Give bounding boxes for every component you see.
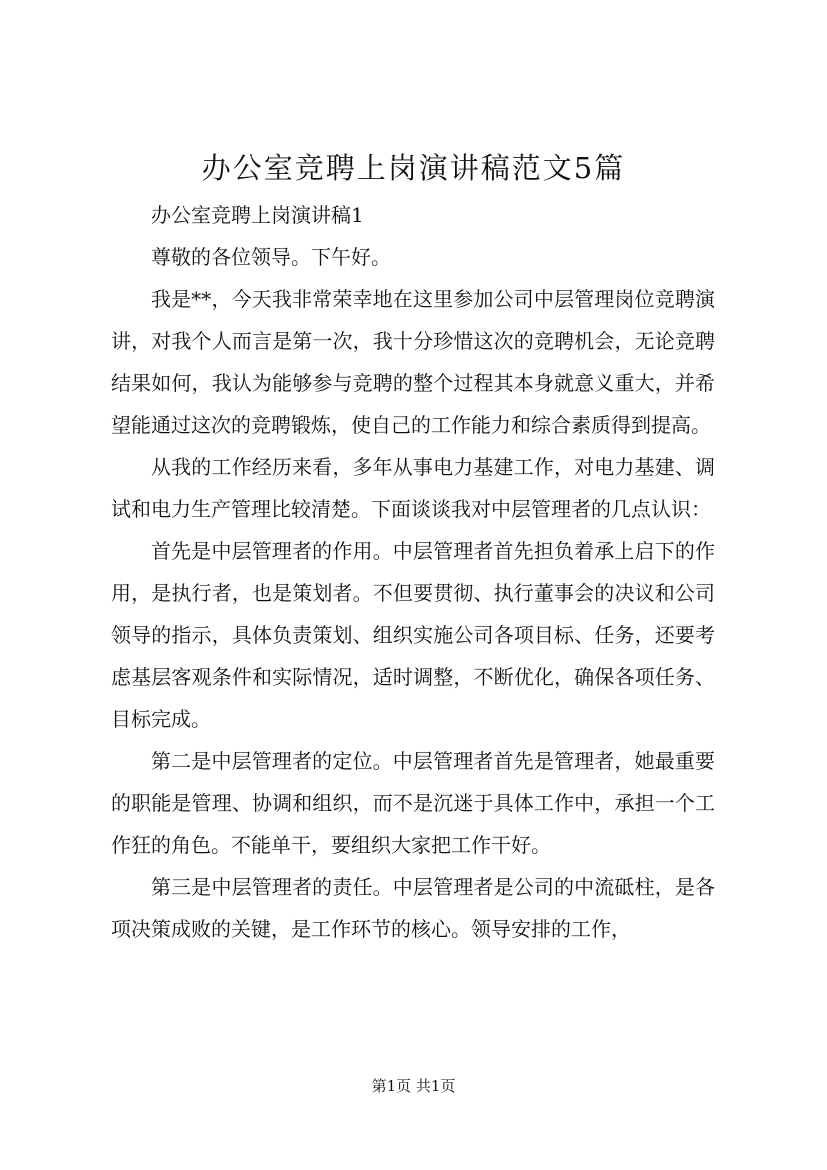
document-body [111,194,715,950]
paragraph: 第二是中层管理者的定位。中层管理者首先是管理者，她最重要的职能是管理、协调和组织，而不是沉迷于具体工作中，承担一个工作狂的角色。不能单干，要组织大家把工作干好。 [111,749,715,857]
section-heading: 办公室竞聘上岗演讲稿1 [151,203,364,227]
paragraph: 首先是中层管理者的作用。中层管理者首先担负着承上启下的作用，是执行者，也是策划者。不但要贯彻、执行董事会的决议和公司领导的指示，具体负责策划、组织实施公司各项目标、任务，还要考虑基层客观条件和实际情况，适时调整，不断优化，确保各项任务、目标完成。 [111,539,715,731]
page-footer: 第1页 共1页 [371,1077,456,1095]
paragraph: 从我的工作经历来看，多年从事电力基建工作，对电力基建、调试和电力生产管理比较清楚。下面谈谈我对中层管理者的几点认识： [111,455,715,521]
paragraph: 第三是中层管理者的责任。中层管理者是公司的中流砥柱，是各项决策成败的关键，是工作环节的核心。领导安排的工作， [111,875,715,941]
paragraph: 我是**，今天我非常荣幸地在这里参加公司中层管理岗位竞聘演讲，对我个人而言是第一次，我十分珍惜这次的竞聘机会，无论竞聘结果如何，我认为能够参与竞聘的整个过程其本身就意义重大，并希望能通过这次的竞聘锻炼，使自己的工作能力和综合素质得到提高。 [111,287,715,437]
paragraph: 尊敬的各位领导。下午好。 [151,245,391,269]
document-title: 办公室竞聘上岗演讲稿范文5篇 [201,151,626,185]
